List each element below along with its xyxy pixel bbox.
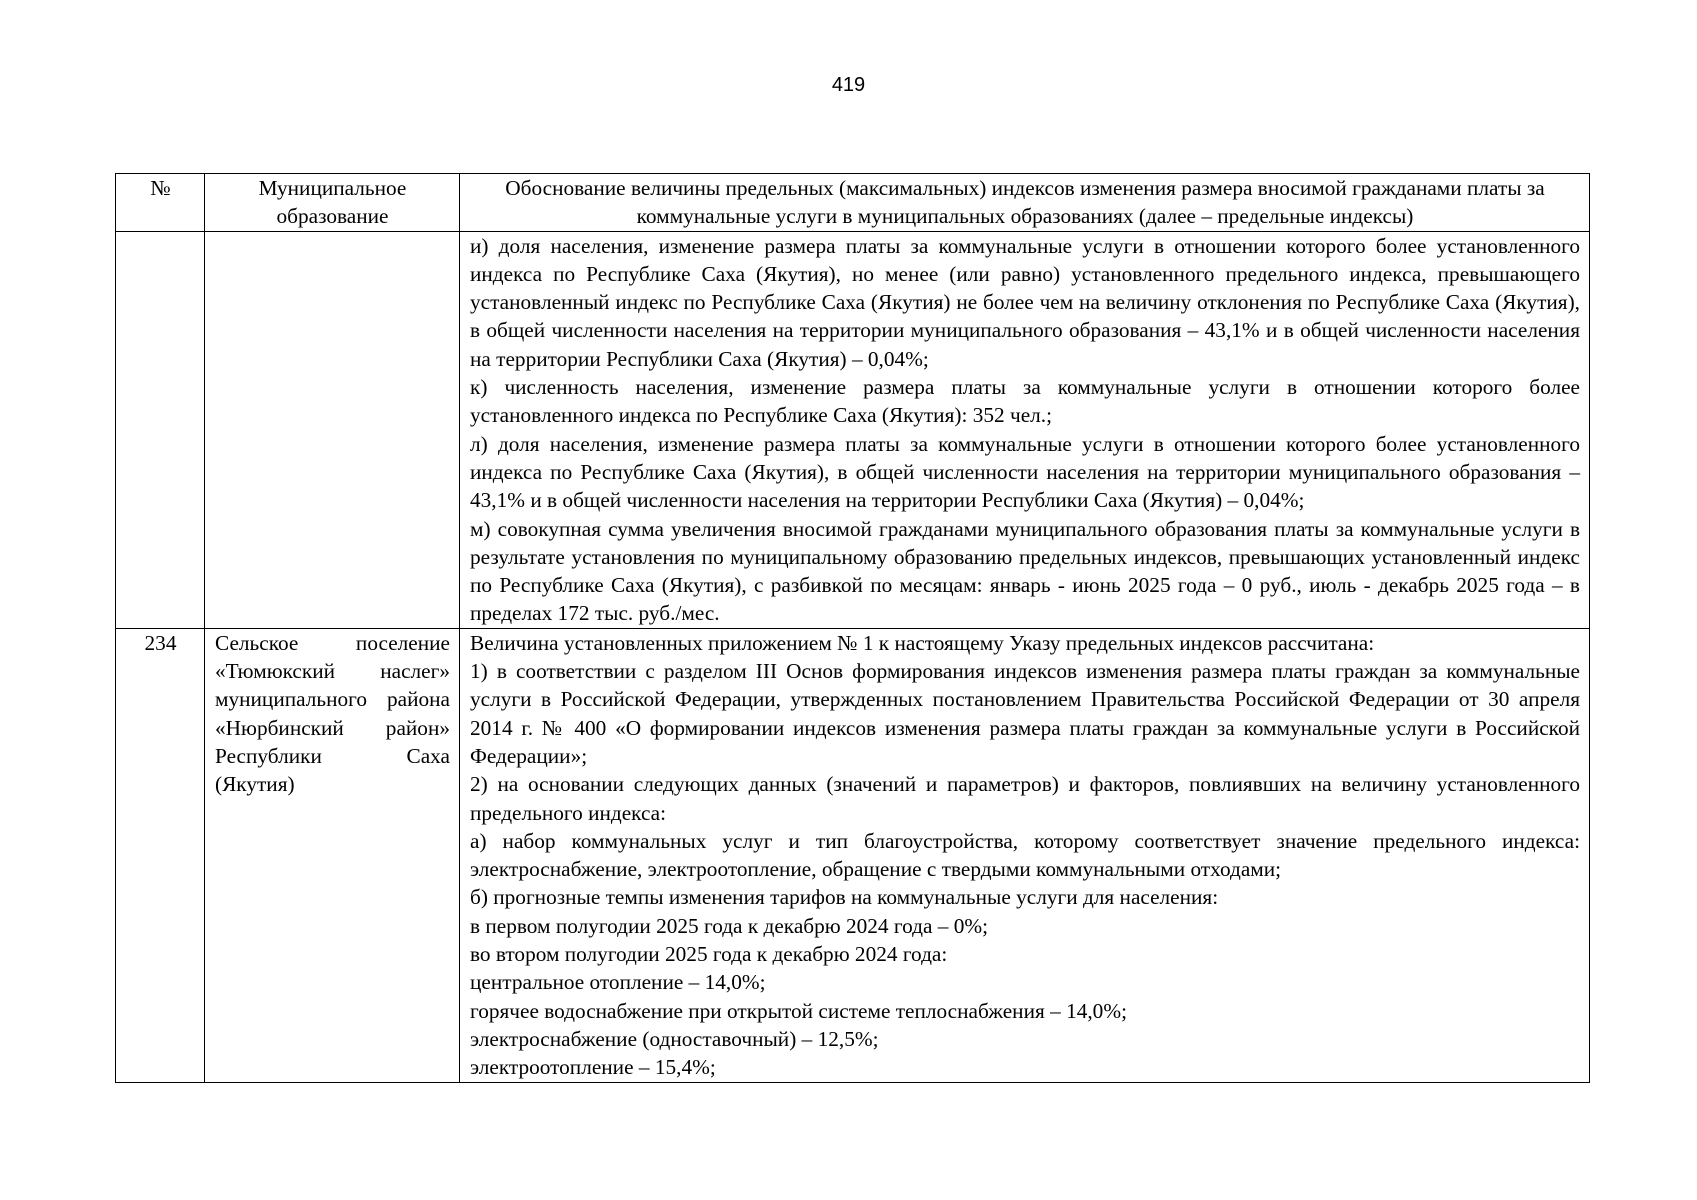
justification-paragraph: горячее водоснабжение при открытой системе теплоснабжения – 14,0%; (470, 998, 1127, 1023)
municipality-name: Сельское поселение «Тюмюкский наслег» муниципального района «Нюрбинский район» Республики Саха (Якутия) (215, 630, 450, 797)
justification-paragraph: м) совокупная сумма увеличения вносимой гражданами муниципального образования платы за коммунальные услуги в результате установления по муниципальному образованию предельных индексов, превышающих установленный индекс по Республике Саха (Якутия), с разбивкой по месяцам: январь - июнь 2025 года – 0 руб., июль - декабрь 2025 года – в пределах 172 тыс. руб./мес. (470, 516, 1580, 626)
justification-paragraph: центральное отопление – 14,0%; (470, 970, 766, 995)
row-number (116, 231, 205, 628)
justification-paragraph: и) доля населения, изменение размера платы за коммунальные услуги в отношении которого более установленного индекса по Республике Саха (Якутия), но менее (или равно) установленного предельного индекса, превышающего установленный индекс по Республике Саха (Якутия) не более чем на величину отклонения по Республике Саха (Якутия), в общей численности населения на территории муниципального образования – 43,1% и в общей численности населения на территории Республики Саха (Якутия) – 0,04%; (470, 233, 1580, 371)
table-row (116, 628, 1590, 1082)
table-row (116, 231, 1590, 628)
justification-paragraph: во втором полугодии 2025 года к декабрю 2024 года: (470, 942, 948, 967)
justification-paragraph: к) численность населения, изменение размера платы за коммунальные услуги в отношении которого более установленного индекса по Республике Саха (Якутия): 352 чел.; (470, 375, 1580, 428)
row-municipality (205, 231, 460, 628)
row-municipality (205, 628, 460, 1082)
justification-paragraph: а) набор коммунальных услуг и тип благоустройства, которому соответствует значение предельного индекса: электроснабжение, электроотопление, обращение с твердыми коммунальными отходами; (470, 828, 1580, 882)
row-justification (460, 231, 1590, 628)
justification-paragraph: л) доля населения, изменение размера платы за коммунальные услуги в отношении которого более установленного индекса по Республике Саха (Якутия), в общей численности населения на территории муниципального образования – 43,1% и в общей численности населения на территории Республики Саха (Якутия) – 0,04%; (470, 431, 1580, 513)
justification-paragraph: электроснабжение (одноставочный) – 12,5%; (470, 1026, 879, 1051)
justification-paragraph: в первом полугодии 2025 года к декабрю 2024 года – 0%; (470, 913, 989, 938)
header-number: № (116, 174, 205, 232)
justification-paragraph: электроотопление – 15,4%; (470, 1055, 716, 1080)
page-number: 419 (831, 74, 866, 96)
justification-paragraph: Величина установленных приложением № 1 к настоящему Указу предельных индексов рассчитана: (470, 630, 1375, 655)
justification-paragraph: б) прогнозные темпы изменения тарифов на коммунальные услуги для населения: (470, 885, 1219, 910)
header-justification: Обоснование величины предельных (максимальных) индексов изменения размера вносимой гражданами платы за коммунальные услуги в муниципальных образованиях (далее – предельные индексы) (460, 174, 1590, 232)
header-municipality: Муниципальное образование (205, 174, 460, 232)
justification-paragraph: 2) на основании следующих данных (значений и параметров) и факторов, повлиявших на величину установленного предельного индекса: (470, 772, 1580, 825)
justification-paragraph: 1) в соответствии с разделом III Основ формирования индексов изменения размера платы граждан за коммунальные услуги в Российской Федерации, утвержденных постановлением Правительства Российской Федерации от 30 апреля 2014 г. № 400 «О формировании индексов изменения размера платы граждан за коммунальные услуги в Российской Федерации»; (470, 659, 1580, 768)
table-header-row (116, 174, 1590, 232)
row-number: 234 (116, 628, 205, 1082)
justification-table (115, 173, 1590, 1083)
row-justification (460, 628, 1590, 1082)
